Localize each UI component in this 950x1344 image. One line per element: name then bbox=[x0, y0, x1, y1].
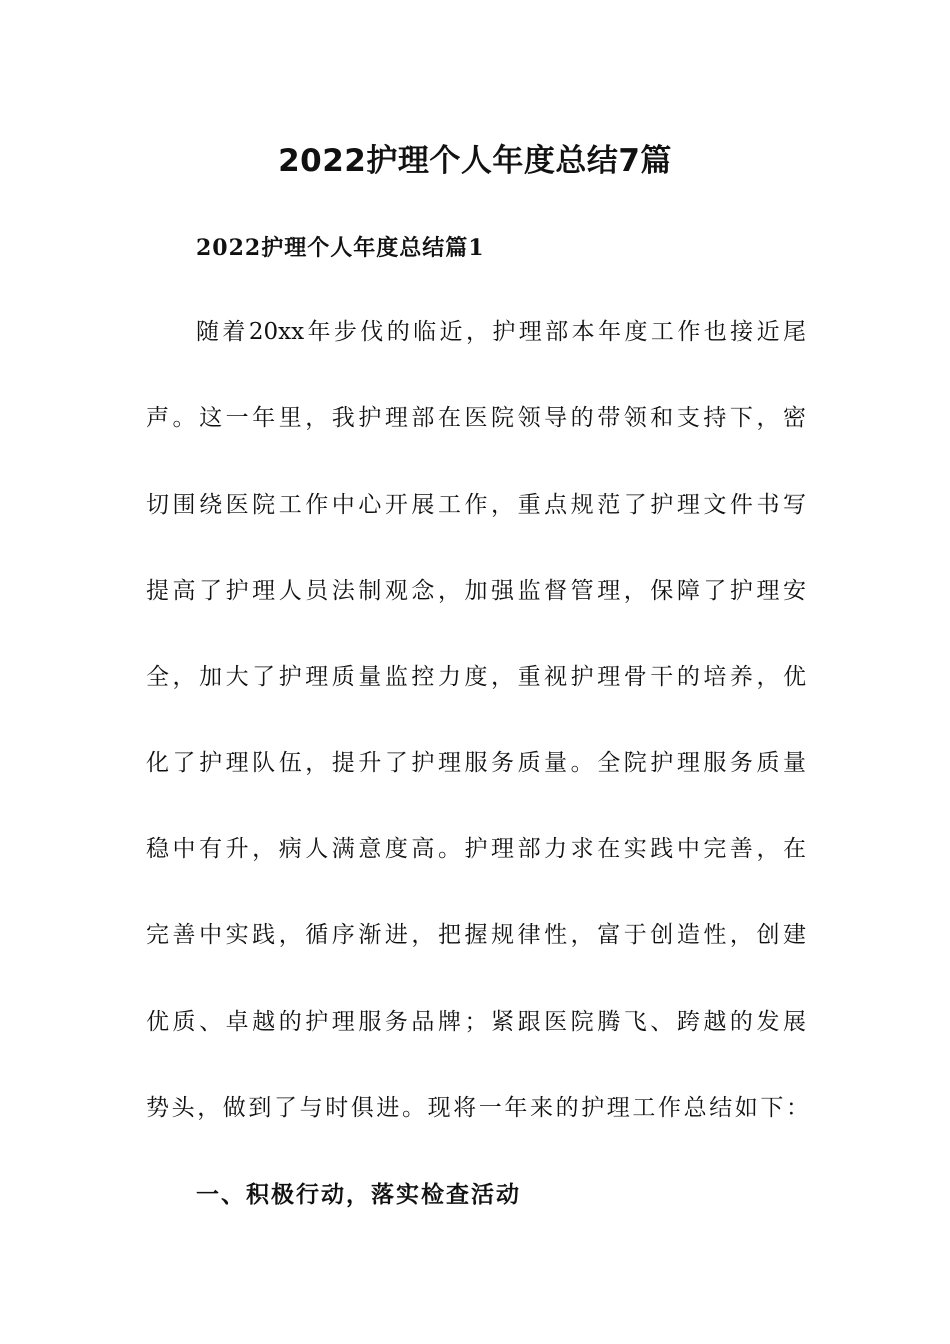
paragraph-line: 优质、卓越的护理服务品牌；紧跟医院腾飞、跨越的发展 bbox=[146, 1009, 806, 1035]
paragraph-line: 稳中有升，病人满意度高。护理部力求在实践中完善，在 bbox=[146, 836, 806, 862]
paragraph-line: 化了护理队伍，提升了护理服务质量。全院护理服务质量 bbox=[146, 750, 806, 776]
sub-heading: 一、积极行动，落实检查活动 bbox=[196, 1181, 521, 1208]
document-title: 2022护理个人年度总结7篇 bbox=[278, 143, 672, 179]
section-title: 2022护理个人年度总结篇1 bbox=[196, 235, 485, 261]
paragraph-line: 切围绕医院工作中心开展工作，重点规范了护理文件书写 bbox=[146, 492, 806, 518]
paragraph-line: 完善中实践，循序渐进，把握规律性，富于创造性，创建 bbox=[146, 922, 806, 948]
paragraph-line: 随着20xx年步伐的临近，护理部本年度工作也接近尾 bbox=[196, 319, 806, 345]
paragraph-line: 全，加大了护理质量监控力度，重视护理骨干的培养，优 bbox=[146, 664, 806, 690]
paragraph-line: 声。这一年里，我护理部在医院领导的带领和支持下，密 bbox=[146, 405, 806, 431]
paragraph-line: 提高了护理人员法制观念，加强监督管理，保障了护理安 bbox=[146, 578, 806, 604]
paragraph-line: 势头，做到了与时俱进。现将一年来的护理工作总结如下： bbox=[146, 1095, 812, 1121]
